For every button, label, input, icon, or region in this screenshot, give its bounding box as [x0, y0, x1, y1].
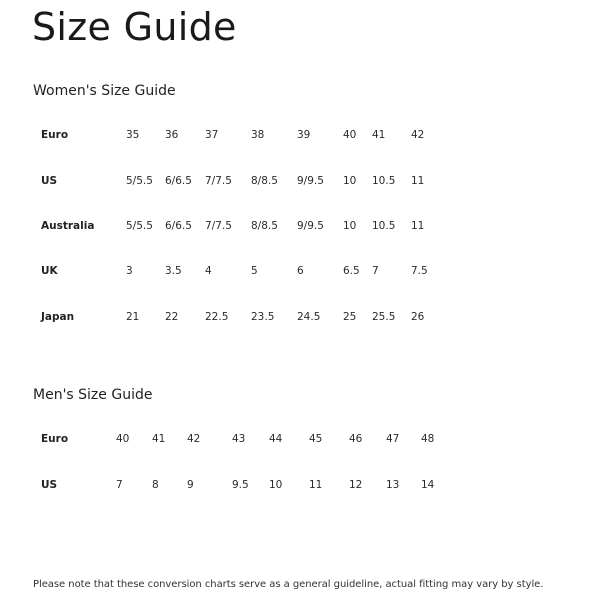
men-size-cell-euro: 42 [187, 433, 201, 445]
men-size-guide-title: Men's Size Guide [33, 387, 153, 403]
women-size-cell-euro: 42 [411, 129, 425, 141]
men-size-cell-us: 7 [116, 479, 123, 491]
men-row-label-euro: Euro [41, 433, 69, 445]
women-size-cell-uk: 3 [126, 265, 133, 277]
women-size-cell-australia: 10 [343, 220, 357, 232]
men-size-cell-us: 13 [386, 479, 400, 491]
men-size-cell-euro: 44 [269, 433, 283, 445]
disclaimer-note: Please note that these conversion charts serve as a general guideline, actual fitting may vary by style. [33, 579, 544, 590]
women-size-cell-uk: 6.5 [343, 265, 360, 277]
men-size-cell-euro: 43 [232, 433, 246, 445]
women-size-cell-japan: 25 [343, 311, 357, 323]
men-size-cell-euro: 47 [386, 433, 400, 445]
women-row-label-australia: Australia [41, 220, 95, 232]
men-size-cell-us: 10 [269, 479, 283, 491]
women-size-cell-us: 10 [343, 175, 357, 187]
men-row-label-us: US [41, 479, 58, 491]
men-size-cell-euro: 48 [421, 433, 435, 445]
men-size-cell-us: 8 [152, 479, 159, 491]
women-row-label-euro: Euro [41, 129, 69, 141]
women-size-cell-japan: 24.5 [297, 311, 321, 323]
women-size-cell-australia: 5/5.5 [126, 220, 153, 232]
women-size-cell-euro: 37 [205, 129, 219, 141]
women-size-cell-us: 5/5.5 [126, 175, 153, 187]
women-size-cell-australia: 6/6.5 [165, 220, 192, 232]
women-size-cell-uk: 5 [251, 265, 258, 277]
women-size-cell-uk: 7.5 [411, 265, 428, 277]
men-size-cell-euro: 46 [349, 433, 363, 445]
women-size-cell-australia: 11 [411, 220, 425, 232]
women-size-cell-uk: 4 [205, 265, 212, 277]
women-size-cell-euro: 36 [165, 129, 179, 141]
men-size-cell-us: 12 [349, 479, 363, 491]
women-size-cell-euro: 40 [343, 129, 357, 141]
men-size-cell-us: 11 [309, 479, 323, 491]
women-size-cell-us: 8/8.5 [251, 175, 278, 187]
women-row-label-us: US [41, 175, 58, 187]
women-size-cell-us: 11 [411, 175, 425, 187]
women-size-guide-title: Women's Size Guide [33, 83, 176, 99]
men-size-cell-us: 9 [187, 479, 194, 491]
women-size-cell-us: 9/9.5 [297, 175, 324, 187]
women-size-cell-euro: 35 [126, 129, 140, 141]
women-size-cell-uk: 6 [297, 265, 304, 277]
women-size-cell-japan: 22 [165, 311, 179, 323]
women-size-cell-australia: 9/9.5 [297, 220, 324, 232]
women-row-label-uk: UK [41, 265, 58, 277]
women-size-cell-australia: 8/8.5 [251, 220, 278, 232]
women-size-cell-uk: 7 [372, 265, 379, 277]
women-size-cell-australia: 7/7.5 [205, 220, 232, 232]
men-size-cell-us: 9.5 [232, 479, 249, 491]
page-title: Size Guide [32, 5, 237, 49]
women-size-cell-euro: 41 [372, 129, 386, 141]
men-size-cell-euro: 40 [116, 433, 130, 445]
women-size-cell-australia: 10.5 [372, 220, 396, 232]
men-size-cell-euro: 41 [152, 433, 166, 445]
women-size-cell-japan: 22.5 [205, 311, 229, 323]
women-size-cell-us: 10.5 [372, 175, 396, 187]
women-size-cell-us: 6/6.5 [165, 175, 192, 187]
women-row-label-japan: Japan [41, 311, 75, 323]
women-size-cell-euro: 38 [251, 129, 265, 141]
women-size-cell-japan: 26 [411, 311, 425, 323]
women-size-cell-uk: 3.5 [165, 265, 182, 277]
women-size-cell-japan: 23.5 [251, 311, 275, 323]
men-size-cell-euro: 45 [309, 433, 323, 445]
men-size-cell-us: 14 [421, 479, 435, 491]
women-size-cell-japan: 21 [126, 311, 140, 323]
women-size-cell-euro: 39 [297, 129, 311, 141]
women-size-cell-us: 7/7.5 [205, 175, 232, 187]
women-size-cell-japan: 25.5 [372, 311, 396, 323]
